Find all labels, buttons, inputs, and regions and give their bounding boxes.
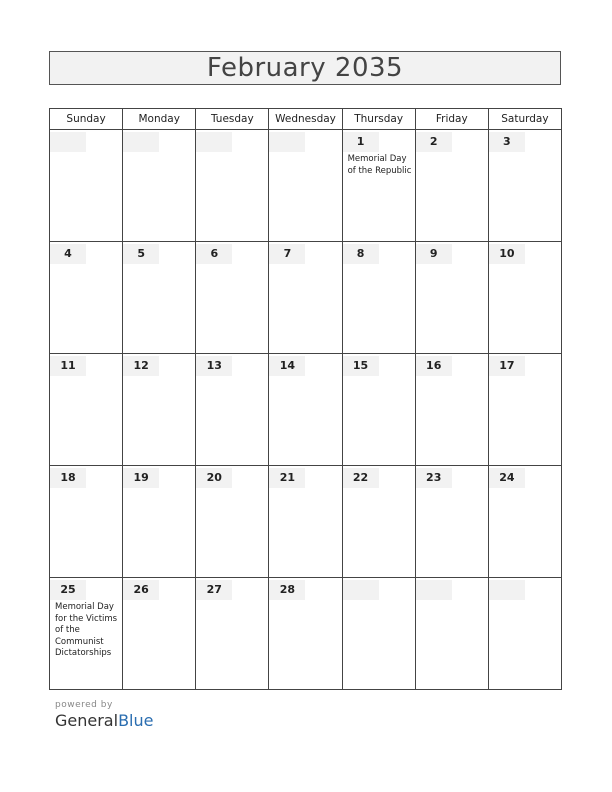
footer [55,700,153,730]
day-cell [488,578,561,690]
day-cell [196,466,269,578]
generalblue-logo [55,711,153,730]
day-cell [415,130,488,242]
day-number: 10 [489,244,525,264]
day-cell [123,578,196,690]
day-number: 4 [50,244,86,264]
day-cell [269,578,342,690]
weekday-tuesday: Tuesday [196,109,269,130]
day-cell [415,578,488,690]
day-number: 9 [416,244,452,264]
day-number: 14 [269,356,305,376]
day-cell [196,354,269,466]
day-cell [50,130,123,242]
brand-general: General [55,711,119,730]
day-number: 21 [269,468,305,488]
calendar-title-box [49,51,561,85]
brand-blue: Blue [118,711,154,730]
day-number: 20 [196,468,232,488]
day-cell [342,354,415,466]
day-cell [50,242,123,354]
day-cell [123,354,196,466]
day-cell [269,242,342,354]
day-cell [488,466,561,578]
day-cell [342,242,415,354]
week-row [50,466,562,578]
day-number: 25 [50,580,86,600]
calendar-title: February 2035 [206,53,404,83]
week-row [50,578,562,690]
day-cell [415,466,488,578]
day-cell [123,130,196,242]
day-number: 22 [343,468,379,488]
day-number: 2 [416,132,452,152]
day-number: 5 [123,244,159,264]
day-number [343,580,379,600]
powered-by-text: powered by [55,700,113,710]
day-number: 16 [416,356,452,376]
day-cell [196,242,269,354]
day-number: 6 [196,244,232,264]
day-cell [488,242,561,354]
day-number: 17 [489,356,525,376]
day-cell [415,354,488,466]
weekday-sunday: Sunday [50,109,123,130]
day-number: 26 [123,580,159,600]
week-row [50,354,562,466]
weekday-thursday: Thursday [342,109,415,130]
day-cell [488,354,561,466]
day-number: 11 [50,356,86,376]
day-number: 1 [343,132,379,152]
holiday-label: Memorial Day of the Republic [347,154,412,176]
day-number [489,580,525,600]
day-cell [488,130,561,242]
day-cell [269,130,342,242]
day-number: 24 [489,468,525,488]
day-number: 13 [196,356,232,376]
day-number [50,132,86,152]
day-number [416,580,452,600]
day-number: 19 [123,468,159,488]
day-number: 7 [269,244,305,264]
day-cell [342,130,415,242]
day-number: 12 [123,356,159,376]
day-cell [123,466,196,578]
day-cell [415,242,488,354]
calendar-grid [49,108,562,690]
day-cell [196,578,269,690]
day-number [269,132,305,152]
day-cell [50,466,123,578]
weekday-saturday: Saturday [488,109,561,130]
day-number: 15 [343,356,379,376]
day-number: 28 [269,580,305,600]
day-cell [50,578,123,690]
day-number: 8 [343,244,379,264]
weekday-header-row [50,109,562,130]
day-number: 23 [416,468,452,488]
weekday-wednesday: Wednesday [269,109,342,130]
day-number [196,132,232,152]
day-number [123,132,159,152]
day-cell [342,466,415,578]
day-cell [269,466,342,578]
day-cell [123,242,196,354]
weekday-friday: Friday [415,109,488,130]
day-number: 18 [50,468,86,488]
day-cell [269,354,342,466]
week-row [50,130,562,242]
day-number: 27 [196,580,232,600]
day-cell [196,130,269,242]
day-cell [342,578,415,690]
week-row [50,242,562,354]
day-number: 3 [489,132,525,152]
day-cell [50,354,123,466]
weekday-monday: Monday [123,109,196,130]
holiday-label: Memorial Day for the Victims of the Communist Dictatorships [55,602,118,658]
